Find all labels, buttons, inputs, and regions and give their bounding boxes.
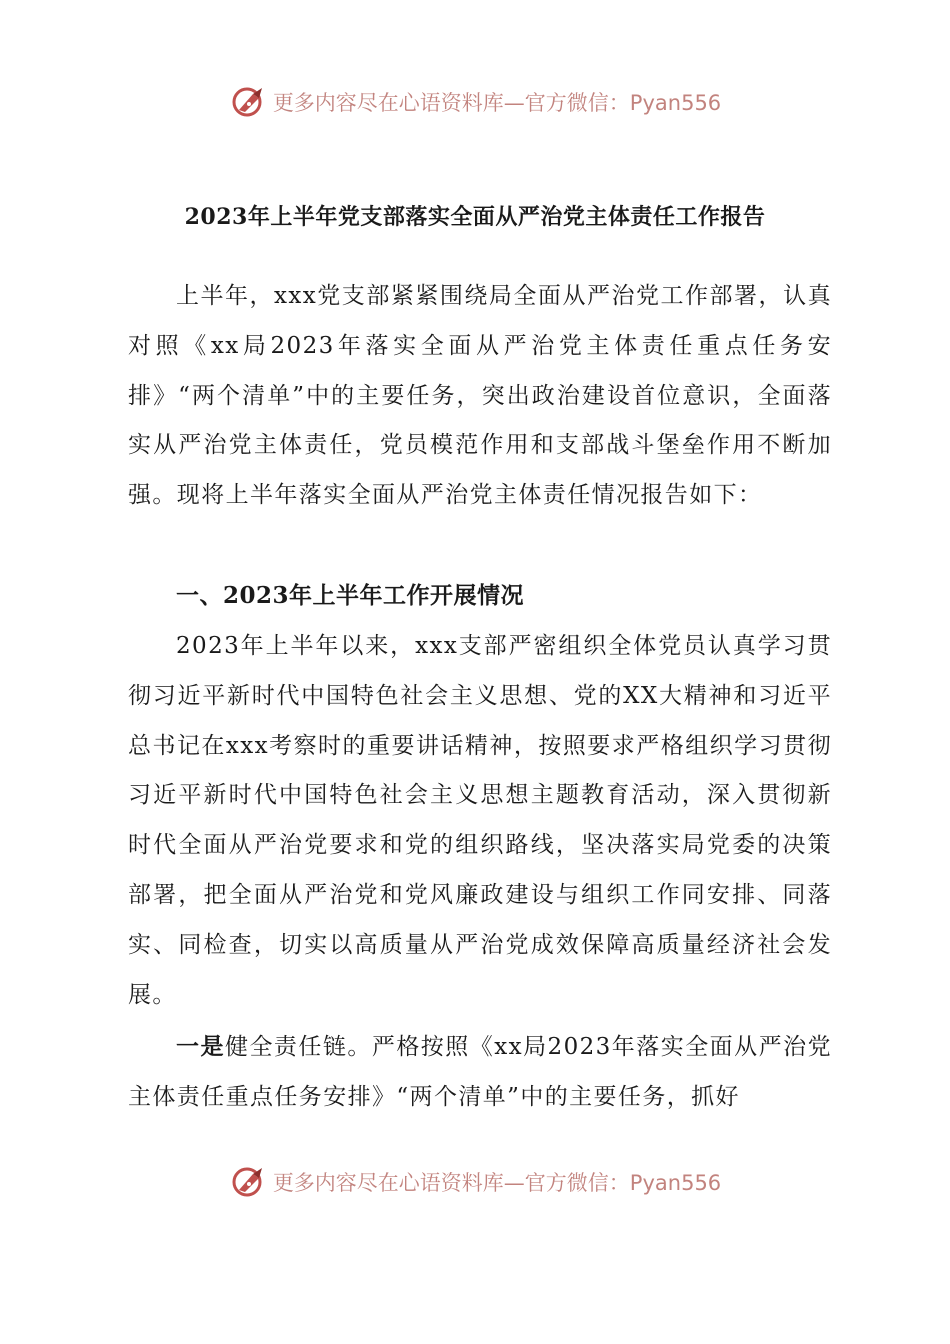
document-title: 2023年上半年党支部落实全面从严治党主体责任工作报告: [184, 204, 766, 230]
intro-paragraph: 上半年，xxx党支部紧紧围绕局全面从严治党工作部署，认真对照《xx局2023年落实全面从严治党主体责任重点任务安排》“两个清单”中的主要任务，突出政治建设首位意识，全面落实从严治党主体责任，党员模范作用和支部战斗堡垒作用不断加强。现将上半年落实全面从严治党主体责任情况报告如下：: [128, 283, 832, 509]
item-body: 健全责任链。严格按照《xx局2023年落实全面从严治党主体责任重点任务安排》“两个清单”中的主要任务，抓好: [128, 1034, 832, 1110]
header-watermark: [0, 80, 950, 124]
item-paragraph: [128, 1022, 832, 1123]
pen-nib-logo-icon: [229, 82, 269, 122]
watermark-text: 更多内容尽在心语资料库—官方微信：Pyan556: [272, 1171, 722, 1195]
section-heading: 一、2023年上半年工作开展情况: [176, 582, 525, 609]
footer-watermark: [0, 1160, 950, 1204]
pen-nib-logo-icon: [229, 1162, 269, 1202]
section-paragraph: 2023年上半年以来，xxx支部严密组织全体党员认真学习贯彻习近平新时代中国特色社会主义思想、党的XX大精神和习近平总书记在xxx考察时的重要讲话精神，按照要求严格组织学习贯彻习近平新时代中国特色社会主义思想主题教育活动，深入贯彻新时代全面从严治党要求和党的组织路线，坚决落实局党委的决策部署，把全面从严治党和党风廉政建设与组织工作同安排、同落实、同检查，切实以高质量从严治党成效保障高质量经济社会发展。: [128, 633, 832, 1008]
item-lead: 一是: [176, 1033, 225, 1060]
watermark-text: 更多内容尽在心语资料库—官方微信：Pyan556: [272, 91, 722, 115]
